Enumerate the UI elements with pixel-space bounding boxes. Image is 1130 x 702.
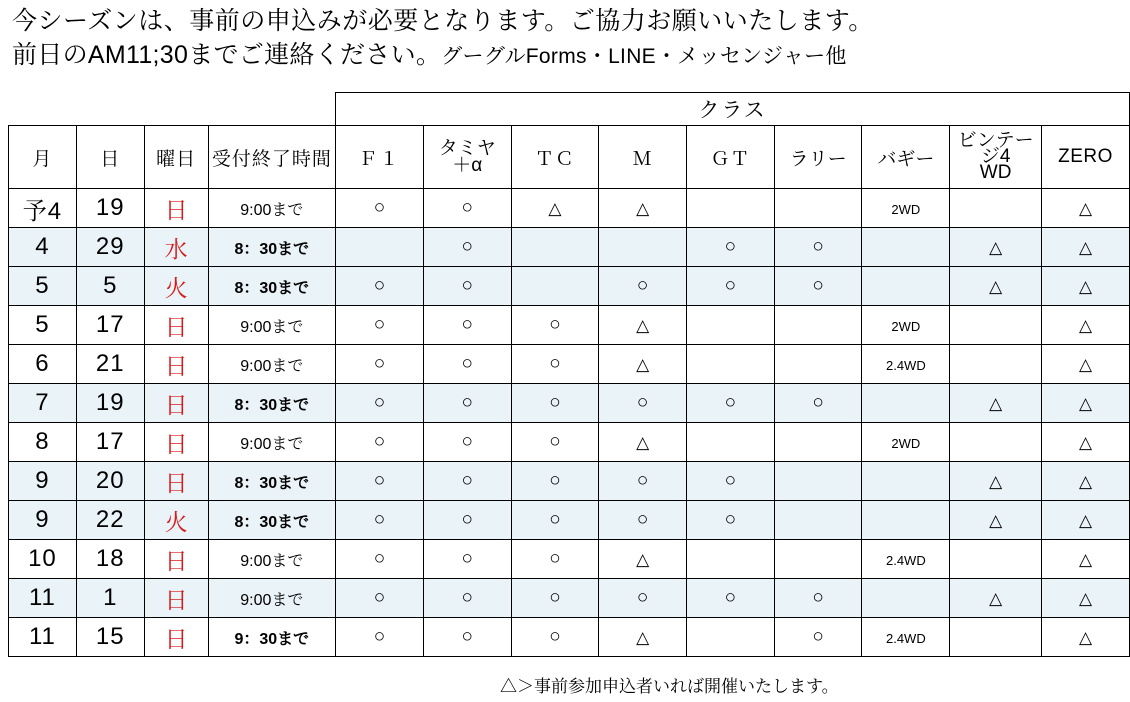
- cell-deadline-time: 8：30まで: [208, 462, 336, 501]
- cell-deadline-time: 9:00まで: [208, 540, 336, 579]
- cell-class-zero-value: △: [1078, 588, 1093, 608]
- cell-class-tc-value: △: [548, 198, 562, 218]
- cell-deadline-time: 9:00まで: [208, 345, 336, 384]
- header-class-tamiya-line1: タミヤ: [438, 138, 496, 159]
- cell-class-m-value: △: [636, 627, 650, 647]
- cell-class-gt-value: ○: [724, 236, 737, 257]
- cell-class-f1-value: ○: [373, 587, 386, 608]
- cell-month: 9: [9, 501, 77, 540]
- cell-class-rally: [774, 579, 862, 618]
- cell-class-tamiya-value: ○: [461, 626, 473, 647]
- cell-class-zero: [1042, 306, 1130, 345]
- cell-class-m-value: △: [636, 198, 650, 218]
- header-class-zero: ZERO: [1042, 126, 1130, 189]
- cell-class-tc-value: ○: [549, 626, 561, 647]
- cell-deadline-time: 8：30まで: [208, 501, 336, 540]
- cell-class-rally-value: ○: [812, 236, 824, 257]
- table-row: [9, 189, 1130, 228]
- cell-month: 5: [9, 267, 77, 306]
- cell-day: 20: [76, 462, 144, 501]
- cell-class-buggy: [862, 501, 950, 540]
- cell-day: 19: [76, 189, 144, 228]
- table-row: [9, 423, 1130, 462]
- cell-class-tamiya: [423, 579, 511, 618]
- cell-class-m: [599, 228, 687, 267]
- cell-class-f1-value: ○: [373, 392, 386, 413]
- cell-class-zero: [1042, 540, 1130, 579]
- cell-class-buggy: [862, 228, 950, 267]
- header-class-vintage: [950, 126, 1042, 189]
- cell-class-rally: [774, 306, 862, 345]
- cell-class-buggy: [862, 384, 950, 423]
- cell-day: 18: [76, 540, 144, 579]
- cell-class-m: [599, 501, 687, 540]
- cell-class-tamiya-value: ○: [461, 236, 473, 257]
- cell-class-m: [599, 267, 687, 306]
- cell-class-m: [599, 462, 687, 501]
- cell-class-vintage-value: △: [989, 276, 1003, 296]
- cell-class-gt: [687, 462, 775, 501]
- table-row: [9, 228, 1130, 267]
- cell-class-vintage-value: △: [989, 510, 1003, 530]
- cell-class-zero: [1042, 618, 1130, 657]
- header-class-m: Ｍ: [599, 126, 687, 189]
- cell-class-zero-value: △: [1078, 432, 1093, 452]
- cell-class-tc-value: ○: [549, 392, 561, 413]
- cell-class-f1-value: ○: [373, 353, 386, 374]
- cell-class-vintage: [950, 540, 1042, 579]
- cell-deadline-time: 9:00まで: [208, 306, 336, 345]
- cell-class-vintage: [950, 618, 1042, 657]
- cell-class-gt: [687, 228, 775, 267]
- cell-class-f1: [336, 423, 424, 462]
- cell-class-m-value: ○: [636, 470, 649, 491]
- cell-class-tc-value: ○: [549, 353, 561, 374]
- cell-class-zero: [1042, 501, 1130, 540]
- cell-class-rally: [774, 189, 862, 228]
- table-row: [9, 306, 1130, 345]
- cell-class-vintage: [950, 189, 1042, 228]
- cell-class-zero: [1042, 189, 1130, 228]
- cell-class-tamiya: [423, 306, 511, 345]
- cell-weekday: 火: [144, 267, 208, 306]
- cell-class-buggy: [862, 579, 950, 618]
- cell-deadline-time: 9:00まで: [208, 579, 336, 618]
- cell-class-tamiya: [423, 423, 511, 462]
- cell-weekday: 日: [144, 345, 208, 384]
- header-class-tamiya: [423, 126, 511, 189]
- cell-class-tc: [511, 345, 599, 384]
- cell-class-f1-value: ○: [373, 548, 386, 569]
- header-class-f1: Ｆ１: [336, 126, 424, 189]
- cell-class-zero-value: △: [1078, 549, 1093, 569]
- cell-day: 1: [76, 579, 144, 618]
- cell-class-tc-value: ○: [549, 509, 561, 530]
- cell-class-rally: [774, 501, 862, 540]
- table-row: [9, 267, 1130, 306]
- cell-class-f1: [336, 540, 424, 579]
- cell-day: 19: [76, 384, 144, 423]
- cell-class-zero-value: △: [1078, 315, 1093, 335]
- cell-month: 6: [9, 345, 77, 384]
- cell-class-zero: [1042, 579, 1130, 618]
- cell-class-tamiya: [423, 618, 511, 657]
- cell-class-tamiya-value: ○: [461, 353, 473, 374]
- cell-weekday: 日: [144, 189, 208, 228]
- cell-class-buggy: [862, 540, 950, 579]
- cell-class-buggy: [862, 306, 950, 345]
- cell-class-gt: [687, 267, 775, 306]
- schedule-table: [8, 92, 1130, 657]
- cell-class-tamiya-value: ○: [461, 275, 473, 296]
- cell-class-gt-value: ○: [724, 509, 737, 530]
- cell-month: 8: [9, 423, 77, 462]
- cell-class-m-value: △: [636, 549, 650, 569]
- cell-class-gt: [687, 540, 775, 579]
- table-row: [9, 462, 1130, 501]
- cell-class-zero-value: △: [1078, 510, 1093, 530]
- cell-class-buggy-value: 2WD: [891, 201, 921, 217]
- cell-month: 11: [9, 579, 77, 618]
- cell-class-vintage: [950, 501, 1042, 540]
- cell-class-vintage: [950, 423, 1042, 462]
- cell-class-rally-value: ○: [812, 587, 824, 608]
- cell-class-gt: [687, 579, 775, 618]
- spacer-cell: [9, 93, 336, 126]
- cell-class-gt-value: ○: [724, 392, 737, 413]
- notice-line-2: [12, 38, 1118, 74]
- cell-class-buggy-value: 2WD: [891, 318, 921, 334]
- cell-class-m: [599, 423, 687, 462]
- cell-class-tamiya: [423, 228, 511, 267]
- table-row: [9, 618, 1130, 657]
- cell-month: 予4: [9, 189, 77, 228]
- table-row: [9, 579, 1130, 618]
- header-deadline-time: 受付終了時間: [208, 126, 336, 189]
- cell-deadline-time: 9:00まで: [208, 423, 336, 462]
- header-class-rally: ラリー: [774, 126, 862, 189]
- cell-class-gt: [687, 345, 775, 384]
- header-class-buggy: バギー: [862, 126, 950, 189]
- header-month: 月: [9, 126, 77, 189]
- column-header-row: [9, 126, 1130, 189]
- header-class-vintage-line1: ビンテージ4: [957, 130, 1034, 167]
- cell-class-tamiya: [423, 267, 511, 306]
- cell-class-tc: [511, 306, 599, 345]
- cell-class-tc: [511, 423, 599, 462]
- header-class-tc: ＴＣ: [511, 126, 599, 189]
- cell-class-zero: [1042, 423, 1130, 462]
- cell-class-zero: [1042, 462, 1130, 501]
- cell-class-f1-value: ○: [373, 314, 386, 335]
- cell-class-m: [599, 618, 687, 657]
- cell-class-tamiya-value: ○: [461, 548, 473, 569]
- cell-month: 10: [9, 540, 77, 579]
- footnote: △＞事前参加申込者いれば開催いたします。: [500, 677, 839, 696]
- cell-class-f1: [336, 306, 424, 345]
- cell-class-vintage: [950, 267, 1042, 306]
- notice-line-2-jp: 前日のAM11;30までご連絡ください。: [12, 41, 442, 69]
- cell-class-buggy: [862, 189, 950, 228]
- header-weekday: 曜日: [144, 126, 208, 189]
- cell-class-f1: [336, 384, 424, 423]
- cell-class-tc-value: ○: [549, 314, 561, 335]
- cell-class-vintage: [950, 228, 1042, 267]
- cell-class-m-value: ○: [636, 275, 649, 296]
- cell-class-tc: [511, 267, 599, 306]
- notice-block: [12, 4, 1118, 74]
- cell-class-buggy-value: 2.4WD: [885, 552, 926, 568]
- cell-class-rally-value: ○: [812, 392, 824, 413]
- cell-class-tc: [511, 540, 599, 579]
- cell-class-m-value: ○: [636, 509, 649, 530]
- class-group-header-row: [9, 93, 1130, 126]
- cell-class-rally: [774, 462, 862, 501]
- cell-day: 17: [76, 423, 144, 462]
- cell-class-zero-value: △: [1078, 276, 1093, 296]
- cell-class-tamiya-value: ○: [461, 197, 473, 218]
- cell-class-f1: [336, 501, 424, 540]
- cell-class-f1-value: ○: [373, 275, 386, 296]
- cell-month: 9: [9, 462, 77, 501]
- cell-class-f1-value: ○: [373, 431, 386, 452]
- cell-class-buggy: [862, 345, 950, 384]
- cell-class-gt: [687, 618, 775, 657]
- cell-class-rally: [774, 618, 862, 657]
- cell-class-vintage-value: △: [989, 588, 1003, 608]
- cell-weekday: 火: [144, 501, 208, 540]
- cell-deadline-time: 9:00まで: [208, 189, 336, 228]
- cell-class-f1: [336, 579, 424, 618]
- cell-weekday: 日: [144, 540, 208, 579]
- cell-deadline-time: 9：30まで: [208, 618, 336, 657]
- cell-weekday: 日: [144, 423, 208, 462]
- cell-class-zero-value: △: [1078, 393, 1093, 413]
- cell-class-buggy-value: 2.4WD: [885, 630, 926, 646]
- cell-deadline-time: 8：30まで: [208, 267, 336, 306]
- cell-deadline-time: 8：30まで: [208, 228, 336, 267]
- cell-class-vintage: [950, 579, 1042, 618]
- cell-class-rally: [774, 423, 862, 462]
- cell-class-vintage: [950, 384, 1042, 423]
- cell-class-f1: [336, 345, 424, 384]
- cell-class-m-value: △: [636, 354, 650, 374]
- cell-class-m: [599, 189, 687, 228]
- header-class-vintage-line2: WD: [979, 162, 1012, 183]
- cell-weekday: 日: [144, 462, 208, 501]
- cell-class-gt-value: ○: [724, 587, 737, 608]
- cell-class-zero-value: △: [1078, 627, 1093, 647]
- cell-weekday: 水: [144, 228, 208, 267]
- cell-class-zero-value: △: [1078, 198, 1093, 218]
- cell-class-tc: [511, 462, 599, 501]
- cell-class-zero: [1042, 384, 1130, 423]
- cell-class-f1-value: ○: [373, 197, 386, 218]
- notice-line-2-contact: グーグルForms・LINE・メッセンジャー他: [441, 45, 847, 68]
- cell-class-tc: [511, 228, 599, 267]
- header-class-tamiya-line2: ＋α: [452, 155, 483, 176]
- cell-class-m-value: ○: [636, 587, 649, 608]
- cell-class-gt-value: ○: [724, 470, 737, 491]
- cell-day: 5: [76, 267, 144, 306]
- cell-weekday: 日: [144, 618, 208, 657]
- schedule-table-wrap: [8, 92, 1130, 657]
- cell-class-f1: [336, 228, 424, 267]
- cell-class-tc-value: ○: [549, 587, 561, 608]
- cell-class-tamiya: [423, 501, 511, 540]
- cell-class-tc-value: ○: [549, 548, 561, 569]
- cell-class-m-value: △: [636, 315, 650, 335]
- cell-class-f1: [336, 618, 424, 657]
- cell-month: 5: [9, 306, 77, 345]
- cell-class-buggy: [862, 423, 950, 462]
- cell-class-tamiya-value: ○: [461, 392, 473, 413]
- cell-day: 29: [76, 228, 144, 267]
- cell-day: 22: [76, 501, 144, 540]
- table-row: [9, 501, 1130, 540]
- cell-class-tamiya: [423, 462, 511, 501]
- cell-class-f1: [336, 462, 424, 501]
- cell-class-buggy-value: 2WD: [891, 435, 921, 451]
- cell-class-vintage: [950, 345, 1042, 384]
- cell-day: 15: [76, 618, 144, 657]
- cell-class-zero: [1042, 345, 1130, 384]
- cell-class-rally: [774, 267, 862, 306]
- cell-class-rally: [774, 384, 862, 423]
- cell-class-tc: [511, 384, 599, 423]
- cell-class-zero: [1042, 228, 1130, 267]
- cell-class-gt: [687, 423, 775, 462]
- cell-month: 4: [9, 228, 77, 267]
- cell-class-vintage: [950, 462, 1042, 501]
- cell-class-tamiya: [423, 345, 511, 384]
- cell-class-tamiya-value: ○: [461, 314, 473, 335]
- cell-class-tc: [511, 618, 599, 657]
- cell-weekday: 日: [144, 384, 208, 423]
- cell-class-rally-value: ○: [812, 626, 824, 647]
- cell-class-tamiya: [423, 384, 511, 423]
- cell-class-f1: [336, 189, 424, 228]
- cell-class-m: [599, 306, 687, 345]
- cell-class-tamiya-value: ○: [461, 509, 473, 530]
- cell-class-zero-value: △: [1078, 237, 1093, 257]
- cell-class-vintage-value: △: [989, 237, 1003, 257]
- cell-deadline-time: 8：30まで: [208, 384, 336, 423]
- cell-class-gt: [687, 189, 775, 228]
- cell-class-f1-value: ○: [373, 626, 386, 647]
- cell-class-m: [599, 540, 687, 579]
- cell-class-tc: [511, 189, 599, 228]
- header-day: 日: [76, 126, 144, 189]
- cell-class-rally: [774, 228, 862, 267]
- cell-class-f1-value: ○: [373, 470, 386, 491]
- class-group-header: クラス: [336, 93, 1130, 126]
- cell-class-tamiya: [423, 189, 511, 228]
- cell-class-tamiya-value: ○: [461, 470, 473, 491]
- cell-class-zero-value: △: [1078, 354, 1093, 374]
- cell-class-zero: [1042, 267, 1130, 306]
- cell-class-gt: [687, 384, 775, 423]
- table-row: [9, 540, 1130, 579]
- cell-class-vintage: [950, 306, 1042, 345]
- cell-class-buggy: [862, 618, 950, 657]
- cell-class-tamiya: [423, 540, 511, 579]
- cell-class-gt: [687, 306, 775, 345]
- cell-class-tc-value: ○: [549, 431, 561, 452]
- cell-class-zero-value: △: [1078, 471, 1093, 491]
- cell-class-f1: [336, 267, 424, 306]
- cell-class-buggy-value: 2.4WD: [885, 357, 926, 373]
- notice-line-1: 今シーズンは、事前の申込みが必要となります。ご協力お願いいたします。: [12, 7, 874, 35]
- header-class-gt: ＧＴ: [687, 126, 775, 189]
- cell-class-tc: [511, 579, 599, 618]
- cell-class-buggy: [862, 267, 950, 306]
- cell-weekday: 日: [144, 306, 208, 345]
- cell-class-m: [599, 579, 687, 618]
- cell-class-gt: [687, 501, 775, 540]
- table-row: [9, 384, 1130, 423]
- cell-class-tc: [511, 501, 599, 540]
- cell-class-buggy: [862, 462, 950, 501]
- cell-month: 11: [9, 618, 77, 657]
- cell-class-m: [599, 384, 687, 423]
- cell-class-tc-value: ○: [549, 470, 561, 491]
- cell-class-rally-value: ○: [812, 275, 824, 296]
- cell-month: 7: [9, 384, 77, 423]
- cell-day: 21: [76, 345, 144, 384]
- cell-class-rally: [774, 345, 862, 384]
- cell-weekday: 日: [144, 579, 208, 618]
- table-row: [9, 345, 1130, 384]
- cell-class-m-value: ○: [636, 392, 649, 413]
- cell-class-rally: [774, 540, 862, 579]
- cell-day: 17: [76, 306, 144, 345]
- cell-class-vintage-value: △: [989, 471, 1003, 491]
- cell-class-tamiya-value: ○: [461, 587, 473, 608]
- cell-class-m-value: △: [636, 432, 650, 452]
- cell-class-f1-value: ○: [373, 509, 386, 530]
- cell-class-m: [599, 345, 687, 384]
- cell-class-gt-value: ○: [724, 275, 737, 296]
- cell-class-tamiya-value: ○: [461, 431, 473, 452]
- cell-class-vintage-value: △: [989, 393, 1003, 413]
